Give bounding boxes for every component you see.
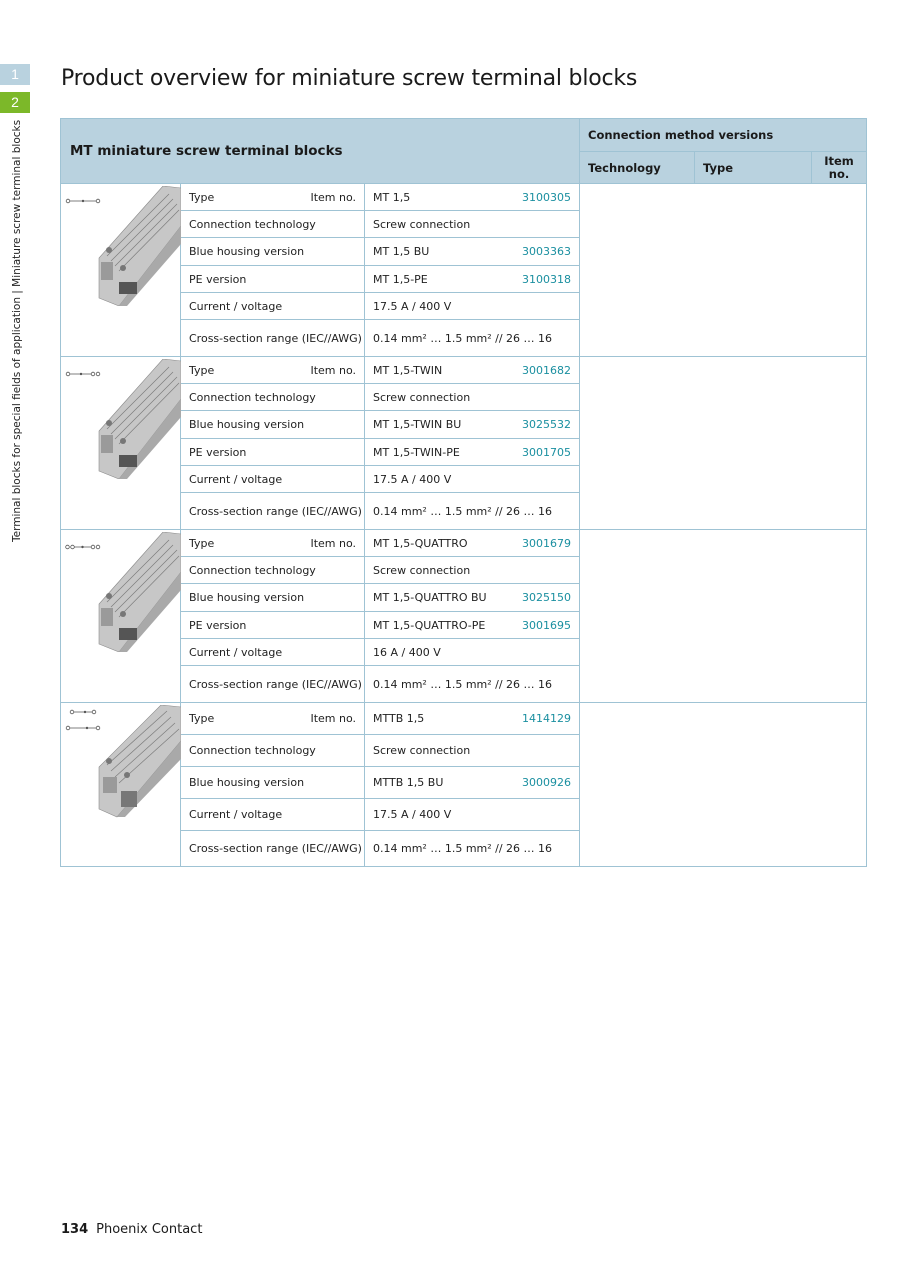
cross-section-value: 0.14 mm² … 1.5 mm² // 26 … 16 (365, 493, 580, 530)
cross-section-value: 0.14 mm² … 1.5 mm² // 26 … 16 (365, 831, 580, 867)
item-number[interactable]: 3025150 (522, 591, 572, 604)
blue-housing-label: Blue housing version (181, 411, 365, 439)
item-number[interactable]: 3003363 (522, 245, 572, 258)
item-number[interactable]: 3001705 (522, 445, 572, 459)
current-voltage-value: 17.5 A / 400 V (365, 293, 580, 320)
product-image-mt-1-5-twin (61, 357, 181, 530)
type-value-cell: MT 1,5-QUATTRO 3001679 (365, 530, 580, 557)
blue-housing-label: Blue housing version (181, 767, 365, 799)
page-number: 134 (61, 1222, 89, 1237)
current-voltage-label: Current / voltage (181, 293, 365, 320)
type-label-cell: Type Item no. (181, 703, 365, 735)
current-voltage-value: 17.5 A / 400 V (365, 466, 580, 493)
connection-versions-empty (580, 530, 867, 703)
type-value-cell: MT 1,5-TWIN 3001682 (365, 357, 580, 384)
schematic-symbol-icon (65, 540, 101, 554)
pe-version-label: PE version (181, 439, 365, 466)
connection-label: Connection technology (181, 384, 365, 411)
terminal-block-image (97, 705, 181, 821)
technology-column-header: Technology (580, 152, 695, 184)
blue-housing-label: Blue housing version (181, 238, 365, 266)
current-voltage-value: 16 A / 400 V (365, 639, 580, 666)
connection-value: Screw connection (365, 384, 580, 411)
chapter-tab-1[interactable]: 1 (0, 64, 30, 85)
product-image-mt-1-5 (61, 184, 181, 357)
terminal-block-image (97, 359, 181, 479)
connection-versions-empty (580, 184, 867, 357)
product-overview-table (60, 118, 867, 867)
cross-section-value: 0.14 mm² … 1.5 mm² // 26 … 16 (365, 320, 580, 357)
cross-section-value: 0.14 mm² … 1.5 mm² // 26 … 16 (365, 666, 580, 703)
item-number[interactable]: 3000926 (522, 776, 572, 789)
connection-value: Screw connection (365, 735, 580, 767)
side-section-label: Terminal blocks for special fields of application | Miniature screw terminal blocks (11, 119, 23, 542)
current-voltage-value: 17.5 A / 400 V (365, 799, 580, 831)
connection-versions-empty (580, 357, 867, 530)
page-footer (61, 1222, 202, 1237)
current-voltage-label: Current / voltage (181, 466, 365, 493)
pe-version-value-cell: MT 1,5-TWIN-PE 3001705 (365, 439, 580, 466)
connection-label: Connection technology (181, 735, 365, 767)
type-label-cell: Type Item no. (181, 357, 365, 384)
brand-name: Phoenix Contact (96, 1222, 203, 1237)
page-title: Product overview for miniature screw terminal blocks (61, 66, 638, 91)
product-image-mt-1-5-quattro (61, 530, 181, 703)
schematic-symbol-icon (65, 367, 101, 381)
item-number[interactable]: 3100318 (522, 272, 572, 286)
type-value-cell: MTTB 1,5 1414129 (365, 703, 580, 735)
cross-section-label: Cross-section range (IEC//AWG) (181, 831, 365, 867)
item-number[interactable]: 1414129 (522, 712, 572, 725)
blue-housing-value-cell: MT 1,5 BU 3003363 (365, 238, 580, 266)
cross-section-label: Cross-section range (IEC//AWG) (181, 320, 365, 357)
current-voltage-label: Current / voltage (181, 639, 365, 666)
blue-housing-value-cell: MT 1,5-TWIN BU 3025532 (365, 411, 580, 439)
current-voltage-label: Current / voltage (181, 799, 365, 831)
product-image-mttb-1-5 (61, 703, 181, 867)
item-number[interactable]: 3025532 (522, 418, 572, 431)
type-value-cell: MT 1,5 3100305 (365, 184, 580, 211)
blue-housing-value-cell: MT 1,5-QUATTRO BU 3025150 (365, 584, 580, 612)
item-number[interactable]: 3001695 (522, 618, 572, 632)
pe-version-value-cell: MT 1,5-QUATTRO-PE 3001695 (365, 612, 580, 639)
type-column-header: Type (695, 152, 812, 184)
type-label-cell: Type Item no. (181, 184, 365, 211)
connection-versions-header: Connection method versions (580, 119, 867, 152)
type-label-cell: Type Item no. (181, 530, 365, 557)
item-number[interactable]: 3100305 (522, 190, 572, 204)
terminal-block-image (97, 186, 181, 306)
pe-version-value-cell: MT 1,5-PE 3100318 (365, 266, 580, 293)
cross-section-label: Cross-section range (IEC//AWG) (181, 666, 365, 703)
pe-version-label: PE version (181, 612, 365, 639)
terminal-block-image (97, 532, 181, 652)
blue-housing-label: Blue housing version (181, 584, 365, 612)
connection-label: Connection technology (181, 557, 365, 584)
chapter-tab-2[interactable]: 2 (0, 92, 30, 113)
item-no-column-header: Item no. (812, 152, 867, 184)
connection-label: Connection technology (181, 211, 365, 238)
pe-version-label: PE version (181, 266, 365, 293)
item-number[interactable]: 3001679 (522, 536, 572, 550)
schematic-symbol-icon (65, 194, 101, 208)
table-main-header: MT miniature screw terminal blocks (61, 119, 580, 184)
connection-value: Screw connection (365, 557, 580, 584)
schematic-symbol-icon (65, 707, 101, 733)
cross-section-label: Cross-section range (IEC//AWG) (181, 493, 365, 530)
item-number[interactable]: 3001682 (522, 363, 572, 377)
connection-versions-empty (580, 703, 867, 867)
blue-housing-value-cell: MTTB 1,5 BU 3000926 (365, 767, 580, 799)
connection-value: Screw connection (365, 211, 580, 238)
